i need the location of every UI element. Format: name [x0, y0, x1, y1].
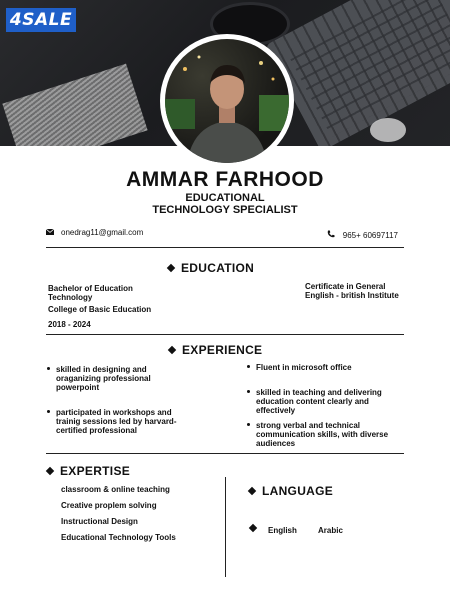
experience-heading-text: EXPERIENCE — [182, 343, 263, 357]
job-title-line-2: TECHNOLOGY SPECIALIST — [152, 204, 298, 216]
expertise-item: Educational Technology Tools — [61, 533, 176, 542]
job-title-line-1: EDUCATIONAL — [185, 192, 265, 204]
language-heading-text: LANGUAGE — [262, 484, 334, 498]
watermark-logo: 4SALE — [6, 8, 76, 32]
language-heading — [249, 484, 333, 498]
experience-item-line: trainig sessions led by harvard- — [56, 417, 177, 426]
contact-phone — [327, 230, 398, 240]
job-title — [0, 192, 450, 216]
degree-line-1: Bachelor of Education — [48, 284, 133, 293]
education-years: 2018 - 2024 — [48, 320, 91, 329]
diamond-icon — [46, 467, 54, 475]
experience-heading — [169, 343, 262, 357]
divider-experience — [46, 453, 404, 454]
certificate-line-1: Certificate in General — [305, 282, 386, 291]
candidate-name: AMMAR FARHOOD — [126, 168, 324, 191]
experience-item-line: certified professional — [56, 426, 137, 435]
expertise-item: Instructional Design — [61, 517, 138, 526]
expertise-heading-text: EXPERTISE — [60, 464, 131, 478]
experience-item — [56, 365, 151, 392]
cup-decoration — [370, 118, 406, 142]
contact-email — [46, 228, 143, 237]
diamond-icon — [167, 264, 175, 272]
divider-education — [46, 334, 404, 335]
experience-item-line: audiences — [256, 439, 296, 448]
experience-item-line: powerpoint — [56, 383, 100, 392]
language-item: Arabic — [318, 526, 343, 535]
experience-item-line: oraganizing professional — [56, 374, 151, 383]
divider-contact — [46, 247, 404, 248]
email-text[interactable]: onedrag11@gmail.com — [61, 228, 144, 237]
expertise-item: Creative proplem solving — [61, 501, 157, 510]
experience-item-line: education content clearly and — [256, 397, 369, 406]
experience-item-line: skilled in teaching and delivering — [256, 388, 382, 397]
diamond-icon — [168, 346, 176, 354]
experience-item-line: skilled in designing and — [56, 365, 147, 374]
profile-photo-image — [165, 39, 289, 163]
certificate-line-2: English - british Institute — [305, 291, 399, 300]
experience-item — [256, 388, 382, 415]
profile-photo — [160, 34, 294, 168]
experience-item-line: strong verbal and technical — [256, 421, 361, 430]
experience-item — [256, 363, 352, 372]
diamond-icon — [248, 487, 256, 495]
phone-text[interactable]: 965+ 60697117 — [342, 230, 398, 240]
phone-icon — [327, 230, 335, 240]
education-heading-text: EDUCATION — [181, 261, 255, 275]
notebook-decoration — [2, 64, 147, 150]
experience-item — [256, 421, 388, 448]
envelope-icon — [46, 228, 54, 237]
experience-item-line: effectively — [256, 406, 296, 415]
column-divider — [225, 477, 226, 577]
expertise-item: classroom & online teaching — [61, 485, 170, 494]
degree-line-2: Technology — [48, 293, 93, 302]
language-item: English — [268, 526, 297, 535]
experience-item-line: participated in workshops and — [56, 408, 172, 417]
college: College of Basic Education — [48, 305, 152, 314]
expertise-heading — [47, 464, 130, 478]
experience-item-line: communication skills, with diverse — [256, 430, 389, 439]
experience-item-line: Fluent in microsoft office — [256, 363, 352, 372]
education-heading — [168, 261, 254, 275]
degree — [48, 284, 133, 302]
experience-item — [56, 408, 176, 435]
certificate — [305, 282, 399, 300]
